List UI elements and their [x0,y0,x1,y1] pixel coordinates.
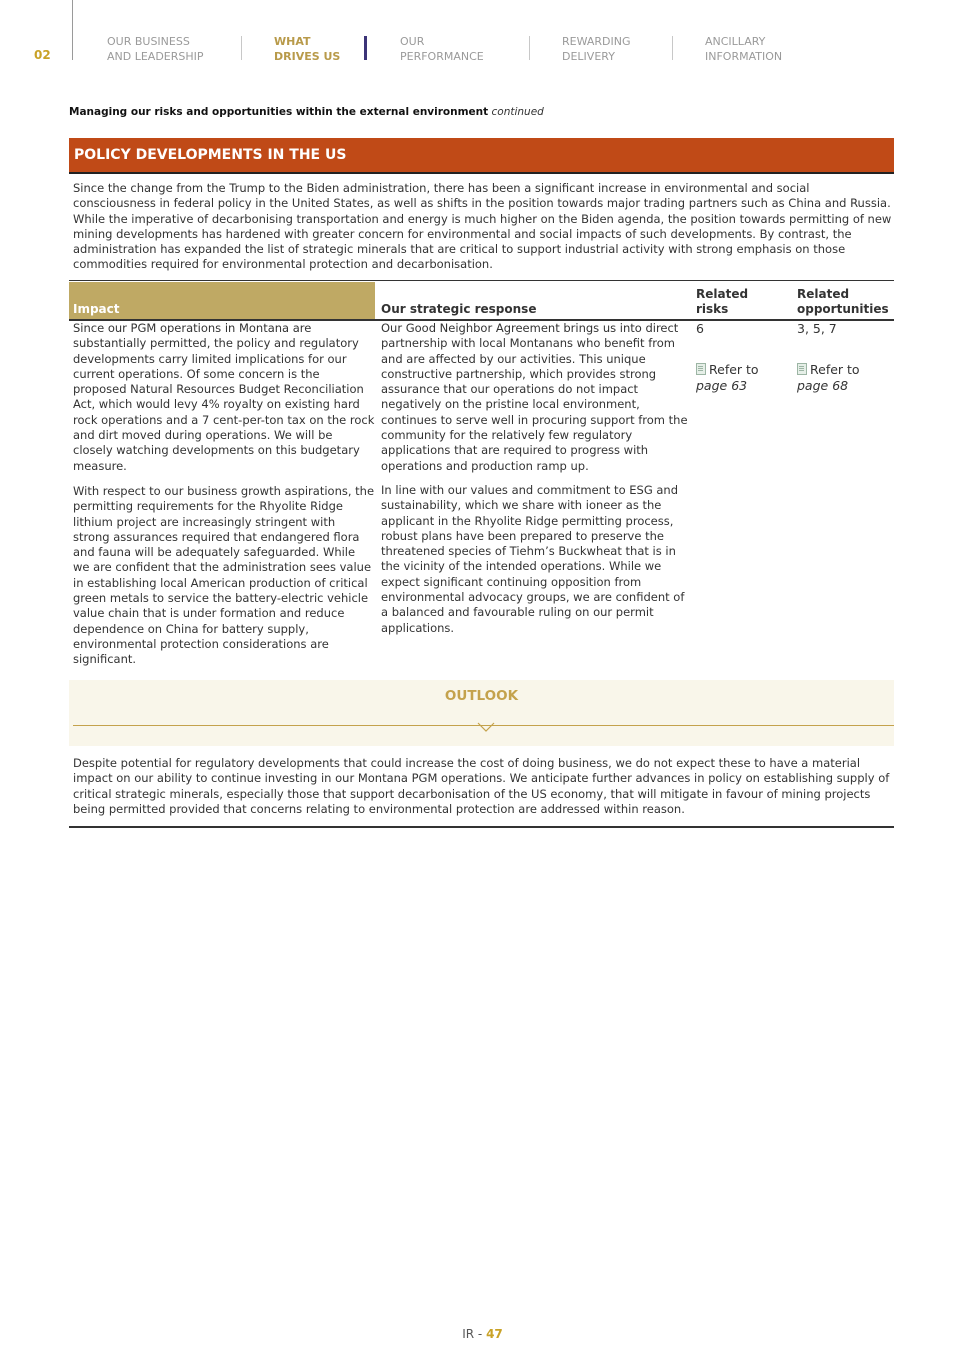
page-footer [0,1327,965,1341]
section-end-divider [69,826,894,828]
nav-item-line: DRIVES US [274,50,341,63]
chevron-down-icon [476,720,496,732]
nav-item-line: OUR BUSINESS [107,35,190,48]
nav-divider [241,36,242,60]
top-navigation [0,0,965,75]
nav-item-rewarding-delivery[interactable] [562,34,631,64]
table-header-line: Related [797,287,850,301]
nav-item-what-drives-us[interactable] [274,34,340,64]
outlook-title: OUTLOOK [444,688,519,704]
reference-page: page 63 [696,378,748,394]
footer-prefix: IR - [462,1327,483,1341]
table-header-line: Related [696,287,749,301]
table-cell-impact: With respect to our business growth aspirations, the permitting requirements for the Rhyolite Ridge lithium project are increasingly stringent with strong assurances required that endangered flora and fauna will be adequately safeguarded. While we are confident that the administration sees value in establishing local American production of critical green metals to service the battery-electric vehicle value chain that is under formation and reduce dependence on China for battery supply, environmental protection considerations are significant. [73,484,375,667]
reference-label: Refer to [810,362,860,378]
nav-item-line: WHAT [274,35,311,48]
page-number: 47 [486,1327,503,1341]
related-risks-value: 6 [696,321,704,336]
nav-active-indicator [364,36,367,60]
page-subtitle-bold: Managing our risks and opportunities within the external environment [69,106,489,118]
nav-item-line: ANCILLARY [705,35,766,48]
nav-item-line: INFORMATION [705,50,783,63]
outlook-banner [69,680,894,746]
nav-item-our-business[interactable] [107,34,204,64]
document-icon [696,363,706,375]
page-subtitle-continued: continued [491,106,544,118]
nav-item-line: DELIVERY [562,50,615,63]
table-cell-related-opportunities [797,321,893,394]
section-title: POLICY DEVELOPMENTS IN THE US [74,147,347,163]
nav-divider [529,36,530,60]
nav-item-ancillary-information[interactable] [705,34,782,64]
nav-item-line: AND LEADERSHIP [107,50,204,63]
section-intro-text: Since the change from the Trump to the Biden administration, there has been a significant increase in environmental and social consciousness in federal policy in the United States, as well as shifts in the position towards major trading partners such as China and Russia. While the imperative of decarbonising transportation and energy is much higher on the Biden agenda, the position towards permitting of new mining developments has hardened with greater concern for environmental and social impacts of such developments. By contrast, the administration has expanded the list of strategic minerals that are critical to support industrial activity with strong emphasis on those commodities required for environmental protection and decarbonisation. [73,181,892,272]
table-header-related-risks [696,287,786,317]
table-header-impact-label: Impact [73,302,120,316]
section-header-bar [69,138,894,174]
nav-item-our-performance[interactable] [400,34,484,64]
risks-page-reference-link[interactable] [696,362,791,394]
table-header-response: Our strategic response [381,302,537,316]
opportunities-page-reference-link[interactable] [797,362,893,394]
table-header-impact [69,282,375,319]
chapter-divider [72,0,73,60]
table-header-related-opportunities [797,287,893,317]
intro-divider [69,280,894,281]
reference-page: page 68 [797,378,849,394]
table-header-line: risks [696,302,729,316]
nav-divider [672,36,673,60]
outlook-text: Despite potential for regulatory developments that could increase the cost of doing business, we do not expect these to have a material impact on our ability to continue investing in our Montana PGM operations. We anticipate further advances in policy on establishing supply of critical strategic minerals, especially those that support decarbonisation of the US economy, that will mitigate in favour of mining projects being permitted provided that concerns relating to environmental protection are addressed within reason. [73,756,890,816]
nav-item-line: REWARDING [562,35,631,48]
table-cell-response: Our Good Neighbor Agreement brings us into direct partnership with local Montanans who benefit from and are affected by our activities. This unique constructive partnership, which provides strong assurance that our operations do not impact negatively on the pristine local environment, continues to serve well in procuring support from the community for the relatively few regulatory applications that are required to progress with operations and production ramp up. [381,321,688,473]
table-cell-response: In line with our values and commitment to ESG and sustainability, which we share with ioneer as the applicant in the Rhyolite Ridge permitting process, robust plans have been prepared to preserve the threatened species of Tiehm’s Buckwheat that is in the vicinity of the intended operations. While we expect significant continuing opposition from environmental advocacy groups, we are confident of a balanced and favourable ruling on our permit applications. [381,483,685,635]
document-icon [797,363,807,375]
reference-label: Refer to [709,362,759,378]
nav-item-line: PERFORMANCE [400,50,484,63]
related-opportunities-value: 3, 5, 7 [797,321,837,336]
chapter-number: 02 [34,48,51,62]
page-subtitle [69,106,544,118]
table-cell-impact: Since our PGM operations in Montana are substantially permitted, the policy and regulatory developments carry limited implications for our current operations. Of some concern is the proposed Natural Resources Budget Reconciliation Act, which would levy 4% royalty on existing hard rock operations and a 7 cent-per-ton tax on the rock and dirt moved during operations. We will be closely watching developments on this budgetary measure. [73,321,375,473]
table-header-line: opportunities [797,302,889,316]
nav-item-line: OUR [400,35,425,48]
table-cell-related-risks [696,321,791,394]
